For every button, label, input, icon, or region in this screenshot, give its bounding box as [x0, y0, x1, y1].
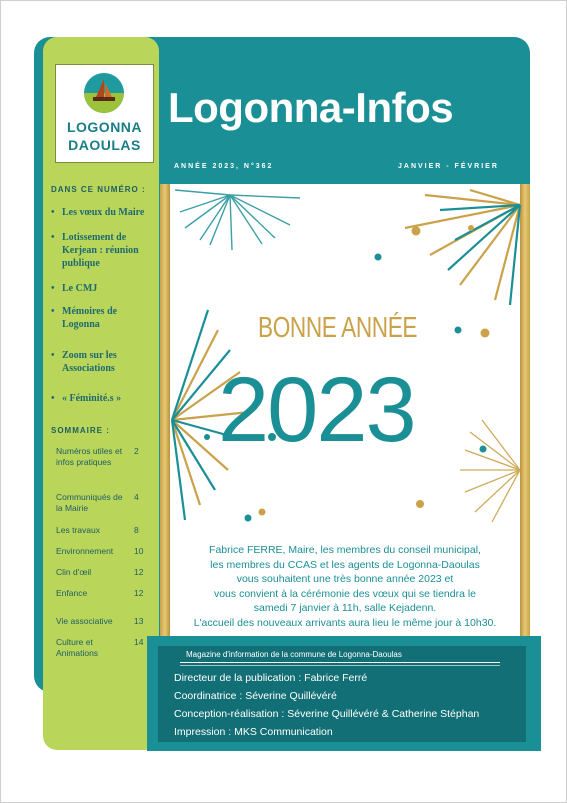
credit-line: Directeur de la publication : Fabrice Ferré [174, 672, 368, 684]
contents-heading: DANS CE NUMÉRO : [51, 185, 146, 194]
divider [180, 665, 500, 666]
credit-line: Impression : MKS Communication [174, 726, 333, 738]
message-line: Fabrice FERRE, Maire, les membres du conseil municipal, [209, 544, 481, 556]
greeting-headline: BONNE ANNÉE [258, 312, 418, 344]
summary-row: Environnement 10 [56, 546, 144, 556]
message-line: L'accueil des nouveaux arrivants aura lieu le même jour à 10h30. [193, 616, 497, 629]
issue-number: ANNÉE 2023, N°362 [174, 163, 274, 170]
summary-row: Les travaux 8 [56, 525, 139, 535]
logo-text-line2: DAOULAS [68, 137, 141, 153]
logo-text-line1: LOGONNA [66, 119, 143, 135]
summary-row: Communiqués de la Mairie 4 [56, 492, 139, 513]
message-line: vous souhaitent une très bonne année 2023 et [236, 573, 454, 585]
publication-title: Logonna-Infos [168, 84, 454, 131]
firework-top-left [175, 190, 300, 250]
credit-line: Coordinatrice : Séverine Quillévéré [174, 690, 337, 702]
issue-period: JANVIER - FÉVRIER [398, 163, 499, 170]
topic-item: • Lotissement de Kerjean : réunion publique [51, 232, 139, 269]
message-line: les membres du CCAS et les agents de Logonna-Daoulas [210, 558, 480, 571]
credits-heading: Magazine d'information de la commune de Logonna-Daoulas [186, 650, 402, 659]
message-line: vous convient à la cérémonie des vœux qui se tiendra le [213, 587, 477, 600]
divider [180, 662, 500, 663]
town-logo [55, 64, 154, 163]
summary-row: Vie associative 13 [56, 616, 144, 626]
greeting-message [172, 543, 518, 630]
sailboat-emblem-icon [84, 73, 124, 113]
firework-bottom-right [460, 420, 520, 522]
topic-item: • « Féminité.s » [51, 393, 122, 404]
message-line: samedi 7 janvier à 11h, salle Kejadenn. [253, 602, 437, 614]
summary-row: Enfance 12 [56, 588, 144, 598]
summary-row: Clin d'œil 12 [56, 567, 144, 577]
greeting-year: 2023 [218, 359, 415, 461]
topic-item: • Mémoires de Logonna [51, 306, 118, 330]
summary-heading: SOMMAIRE : [51, 426, 110, 435]
topic-item: • Le CMJ [51, 283, 98, 294]
topic-item: • Zoom sur les Associations [51, 350, 117, 374]
summary-row: Numéros utiles et infos pratiques 2 [56, 446, 139, 467]
summary-row: Culture et Animations 14 [56, 637, 144, 658]
credit-line: Conception-réalisation : Séverine Quillévéré & Catherine Stéphan [174, 708, 480, 720]
topic-item: • Les vœux du Maire [51, 207, 145, 218]
